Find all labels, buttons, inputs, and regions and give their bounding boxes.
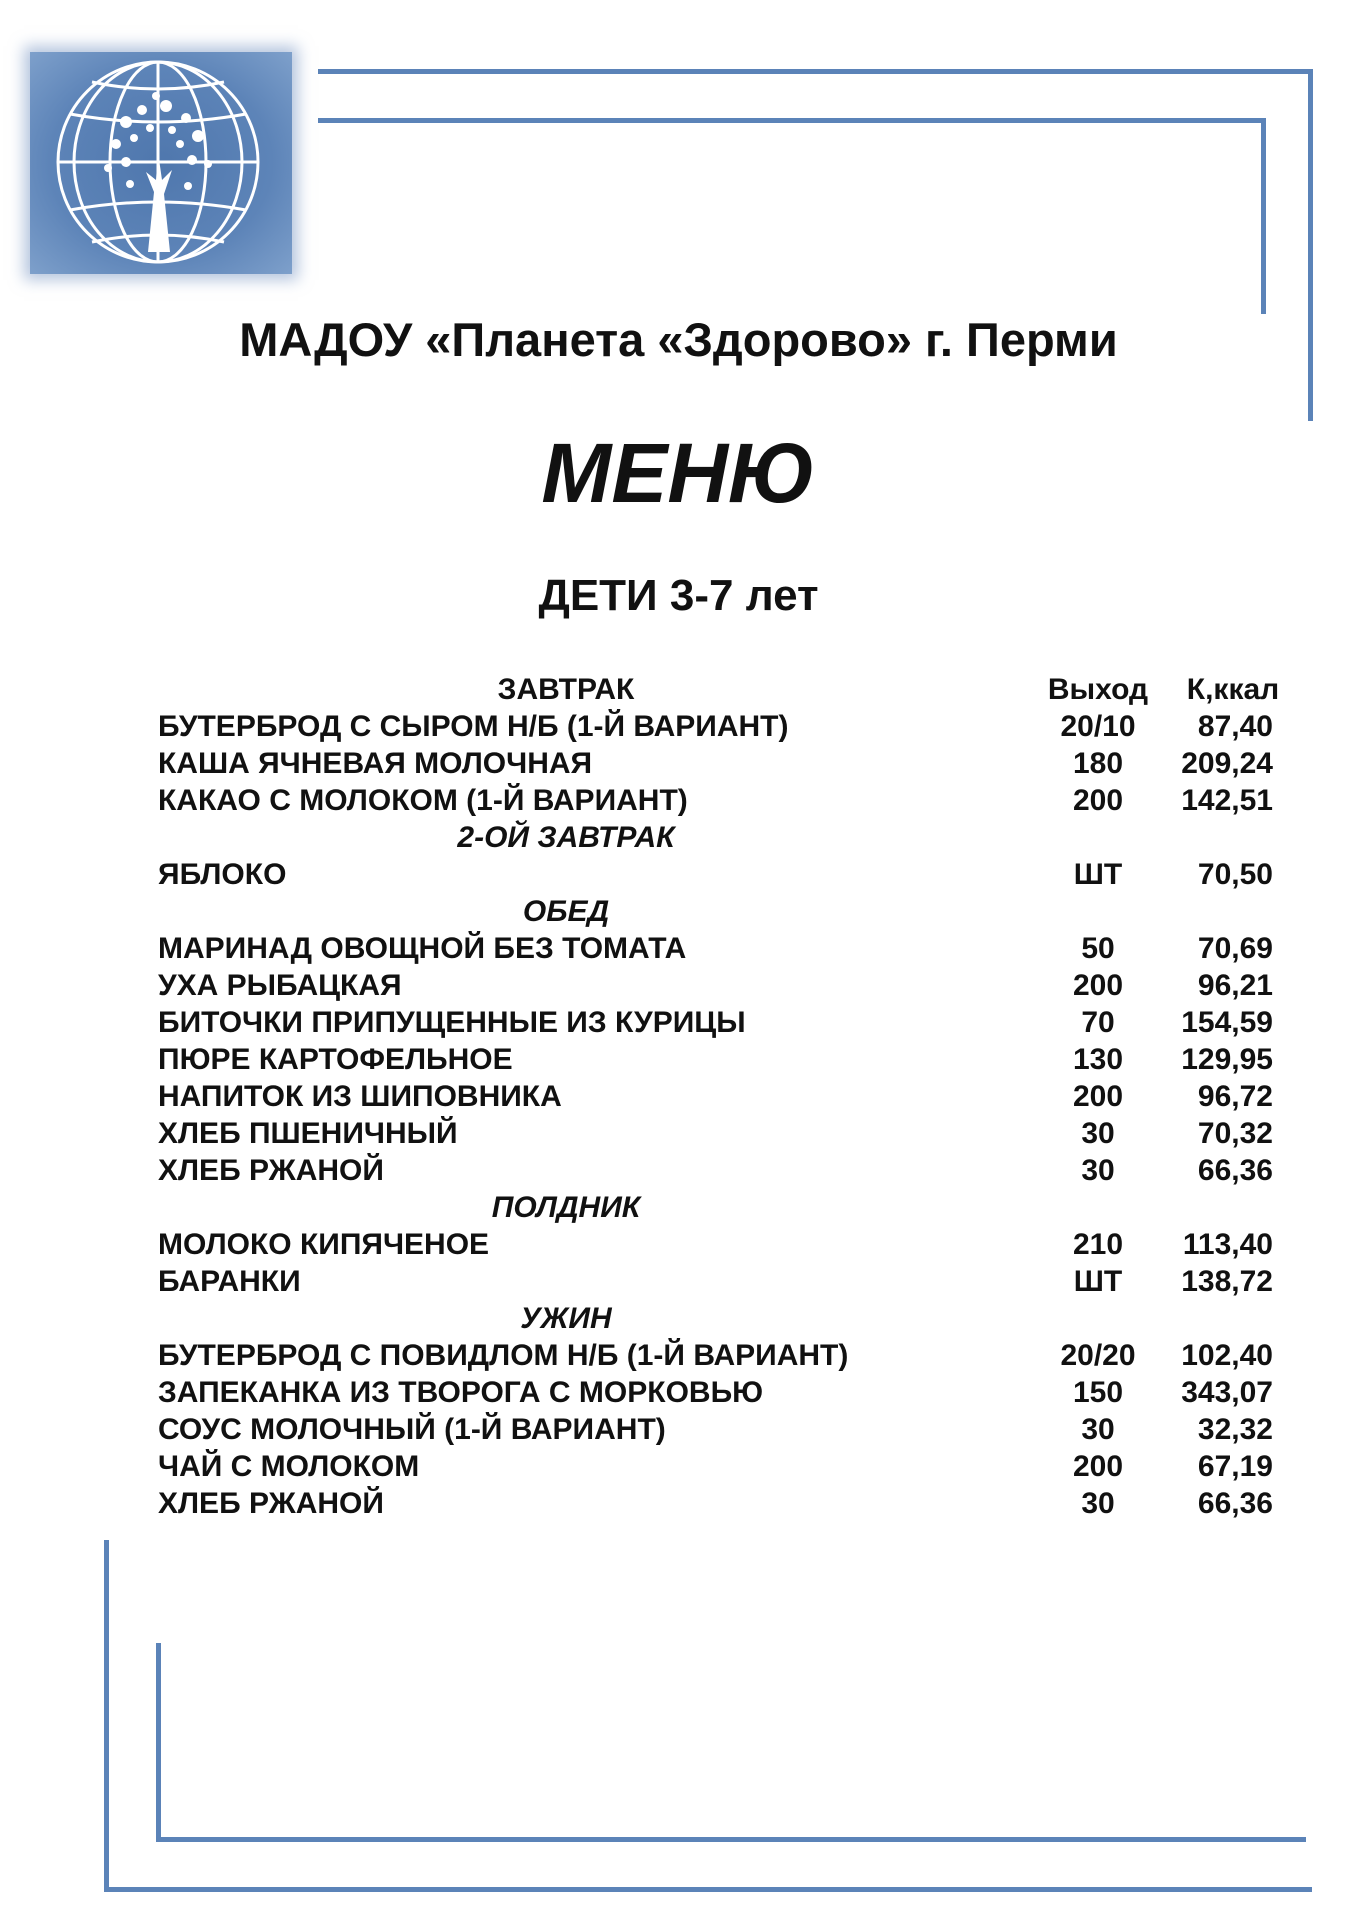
- dish-output: 200: [1072, 969, 1124, 1002]
- dish-output: 150: [1072, 1376, 1124, 1409]
- menu-item-row: [158, 1004, 1273, 1041]
- menu-item-row: [158, 1152, 1273, 1189]
- frame-top-outer: [318, 69, 1311, 74]
- dish-output: 30: [1081, 1117, 1115, 1150]
- frame-left-inner: [156, 1643, 161, 1842]
- section-row: [158, 1300, 1273, 1337]
- section-row: [158, 671, 1280, 708]
- dish-kcal: 66,36: [1197, 1487, 1273, 1520]
- menu-item-row: [158, 1448, 1273, 1485]
- section-label: ПОЛДНИК: [491, 1191, 641, 1224]
- dish-kcal: 113,40: [1182, 1228, 1273, 1261]
- dish-name: КАКАО С МОЛОКОМ (1-Й ВАРИАНТ): [158, 784, 688, 817]
- dish-kcal: 154,59: [1181, 1006, 1273, 1039]
- menu-item-row: [158, 782, 1273, 819]
- dish-name: НАПИТОК ИЗ ШИПОВНИКА: [158, 1080, 562, 1113]
- section-row: [158, 893, 1273, 930]
- dish-kcal: 129,95: [1181, 1043, 1273, 1076]
- dish-name: ХЛЕБ РЖАНОЙ: [158, 1487, 384, 1520]
- menu-item-row: [158, 1411, 1273, 1448]
- dish-output: 180: [1072, 747, 1124, 780]
- dish-name: БАРАНКИ: [158, 1265, 301, 1298]
- dish-kcal: 67,19: [1197, 1450, 1273, 1483]
- dish-output: 130: [1072, 1043, 1124, 1076]
- globe-tree-logo: [30, 52, 292, 274]
- menu-item-row: [158, 930, 1273, 967]
- frame-bottom-outer: [104, 1887, 1312, 1892]
- dish-name: БУТЕРБРОД С ПОВИДЛОМ Н/Б (1-Й ВАРИАНТ): [158, 1339, 849, 1372]
- dish-output: 200: [1072, 1080, 1124, 1113]
- frame-top-inner: [318, 118, 1266, 123]
- menu-item-row: [158, 967, 1273, 1004]
- menu-item-row: [158, 1485, 1273, 1522]
- menu-item-row: [158, 856, 1273, 893]
- menu-item-row: [158, 708, 1273, 745]
- menu-item-row: [158, 1041, 1273, 1078]
- age-group-title: ДЕТИ 3-7 лет: [538, 571, 819, 620]
- dish-kcal: 66,36: [1197, 1154, 1273, 1187]
- dish-output: 70: [1081, 1006, 1115, 1039]
- menu-table: [158, 671, 1280, 1522]
- dish-output: 20/20: [1060, 1339, 1136, 1372]
- section-label: 2-ОЙ ЗАВТРАК: [457, 821, 675, 854]
- frame-bottom-inner: [156, 1837, 1306, 1842]
- menu-item-row: [158, 1115, 1273, 1152]
- menu-item-row: [158, 1226, 1273, 1263]
- menu-item-row: [158, 1263, 1273, 1300]
- dish-kcal: 96,21: [1197, 969, 1273, 1002]
- dish-output: ШТ: [1073, 858, 1123, 891]
- dish-kcal: 96,72: [1197, 1080, 1273, 1113]
- dish-name: МОЛОКО КИПЯЧЕНОЕ: [158, 1228, 490, 1261]
- menu-item-row: [158, 1337, 1273, 1374]
- frame-left-outer: [104, 1540, 109, 1892]
- dish-output: 30: [1081, 1154, 1115, 1187]
- dish-output: 210: [1072, 1228, 1124, 1261]
- dish-kcal: 209,24: [1181, 747, 1273, 780]
- frame-right-outer: [1308, 69, 1313, 421]
- dish-kcal: 70,50: [1197, 858, 1273, 891]
- dish-output: 30: [1081, 1413, 1115, 1446]
- section-row: [158, 819, 1273, 856]
- section-label: ОБЕД: [522, 895, 610, 928]
- dish-output: 200: [1072, 784, 1124, 817]
- dish-name: ЗАПЕКАНКА ИЗ ТВОРОГА С МОРКОВЬЮ: [158, 1376, 764, 1409]
- section-label: УЖИН: [520, 1302, 612, 1335]
- dish-kcal: 343,07: [1181, 1376, 1273, 1409]
- dish-output: ШТ: [1073, 1265, 1123, 1298]
- globe-tree-icon: [30, 52, 292, 274]
- dish-name: ПЮРЕ КАРТОФЕЛЬНОЕ: [158, 1043, 513, 1076]
- dish-name: МАРИНАД ОВОЩНОЙ БЕЗ ТОМАТА: [158, 932, 687, 965]
- dish-output: 20/10: [1060, 710, 1136, 743]
- column-header-output: Выход: [1047, 673, 1149, 706]
- dish-kcal: 102,40: [1181, 1339, 1273, 1372]
- menu-item-row: [158, 745, 1273, 782]
- dish-kcal: 142,51: [1181, 784, 1273, 817]
- menu-item-row: [158, 1078, 1273, 1115]
- dish-name: БИТОЧКИ ПРИПУЩЕННЫЕ ИЗ КУРИЦЫ: [158, 1006, 746, 1039]
- section-row: [158, 1189, 1273, 1226]
- menu-title: МЕНЮ: [541, 426, 816, 520]
- dish-name: ХЛЕБ ПШЕНИЧНЫЙ: [158, 1117, 458, 1150]
- dish-name: КАША ЯЧНЕВАЯ МОЛОЧНАЯ: [158, 747, 593, 780]
- dish-kcal: 70,32: [1197, 1117, 1273, 1150]
- dish-name: БУТЕРБРОД С СЫРОМ Н/Б (1-Й ВАРИАНТ): [158, 710, 789, 743]
- dish-output: 200: [1072, 1450, 1124, 1483]
- dish-name: СОУС МОЛОЧНЫЙ (1-Й ВАРИАНТ): [158, 1413, 666, 1446]
- dish-kcal: 87,40: [1197, 710, 1273, 743]
- dish-kcal: 70,69: [1197, 932, 1273, 965]
- frame-right-inner: [1261, 118, 1266, 314]
- dish-output: 50: [1081, 932, 1115, 965]
- dish-name: ХЛЕБ РЖАНОЙ: [158, 1154, 384, 1187]
- dish-kcal: 138,72: [1181, 1265, 1273, 1298]
- dish-name: УХА РЫБАЦКАЯ: [158, 969, 402, 1002]
- dish-name: ЯБЛОКО: [158, 858, 287, 891]
- menu-item-row: [158, 1374, 1273, 1411]
- dish-output: 30: [1081, 1487, 1115, 1520]
- section-label: ЗАВТРАК: [497, 673, 635, 706]
- column-header-kcal: К,ккал: [1186, 673, 1280, 706]
- organization-title: МАДОУ «Планета «Здорово» г. Перми: [239, 313, 1118, 366]
- dish-name: ЧАЙ С МОЛОКОМ: [158, 1450, 420, 1483]
- dish-kcal: 32,32: [1197, 1413, 1273, 1446]
